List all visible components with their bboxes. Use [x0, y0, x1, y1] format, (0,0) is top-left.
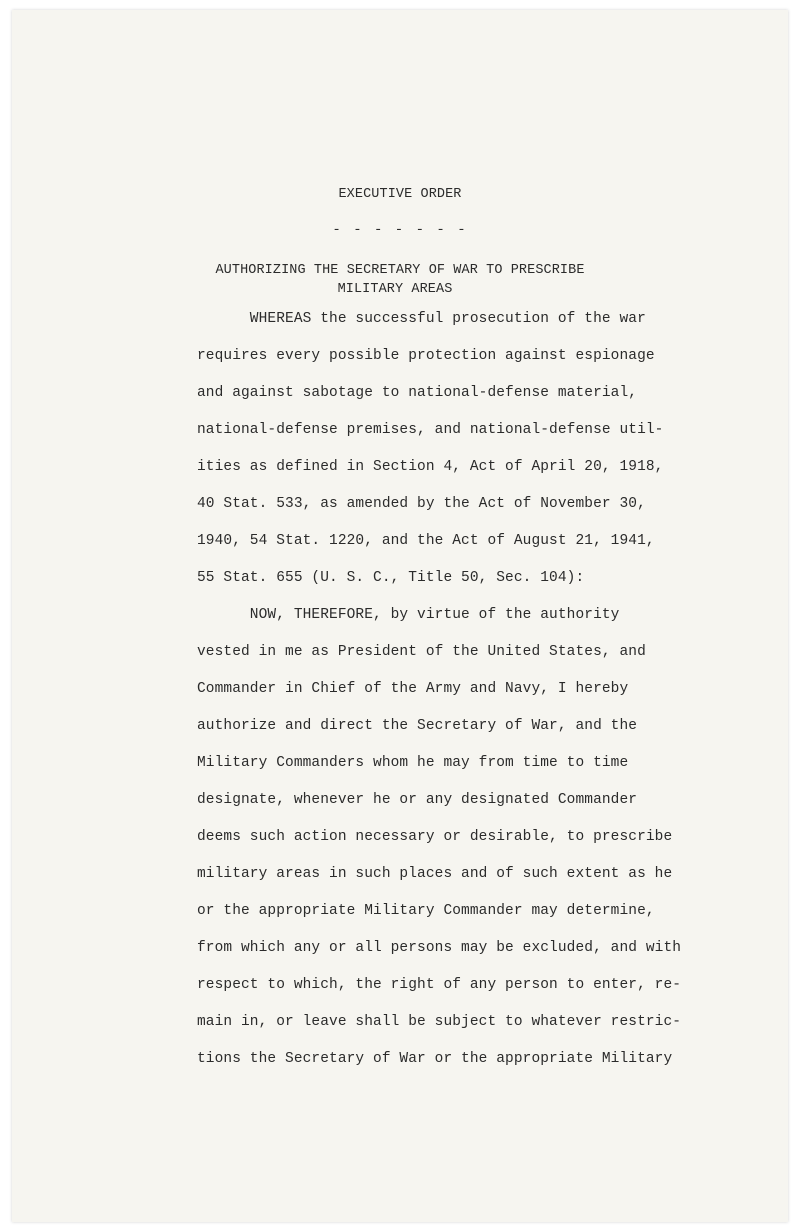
body-line: 1940, 54 Stat. 1220, and the Act of August 21, 1941, — [197, 533, 655, 549]
body-line: respect to which, the right of any person to enter, re- — [197, 977, 682, 993]
body-line: designate, whenever he or any designated Commander — [197, 792, 638, 808]
body-line: requires every possible protection against espionage — [197, 348, 655, 364]
body-line: Military Commanders whom he may from time to time — [197, 755, 629, 771]
subtitle-line-1: AUTHORIZING THE SECRETARY OF WAR TO PRESCRIBE — [215, 263, 585, 278]
document-title: EXECUTIVE ORDER — [338, 187, 462, 202]
body-line: national-defense premises, and national-defense util- — [197, 422, 664, 438]
body-line: main in, or leave shall be subject to whatever restric- — [197, 1014, 682, 1030]
body-line: vested in me as President of the United States, and — [197, 644, 646, 660]
body-line: authorize and direct the Secretary of War, and the — [197, 718, 638, 734]
body-line: and against sabotage to national-defense material, — [197, 385, 638, 401]
body-line: deems such action necessary or desirable, to prescribe — [197, 829, 673, 845]
body-line: ities as defined in Section 4, Act of April 20, 1918, — [197, 459, 664, 475]
document-page — [12, 10, 788, 1222]
body-line: military areas in such places and of such extent as he — [197, 866, 673, 882]
body-line: tions the Secretary of War or the appropriate Military — [197, 1051, 673, 1067]
body-line: NOW, THEREFORE, by virtue of the authority — [197, 607, 620, 623]
body-line: 55 Stat. 655 (U. S. C., Title 50, Sec. 104): — [197, 570, 585, 586]
subtitle-line-2: MILITARY AREAS — [337, 282, 453, 297]
body-line: 40 Stat. 533, as amended by the Act of November 30, — [197, 496, 646, 512]
body-line: from which any or all persons may be excluded, and with — [197, 940, 682, 956]
title-separator: - - - - - - - — [332, 222, 468, 238]
body-line: WHEREAS the successful prosecution of the war — [197, 311, 646, 327]
body-line: Commander in Chief of the Army and Navy, I hereby — [197, 681, 629, 697]
body-line: or the appropriate Military Commander may determine, — [197, 903, 655, 919]
